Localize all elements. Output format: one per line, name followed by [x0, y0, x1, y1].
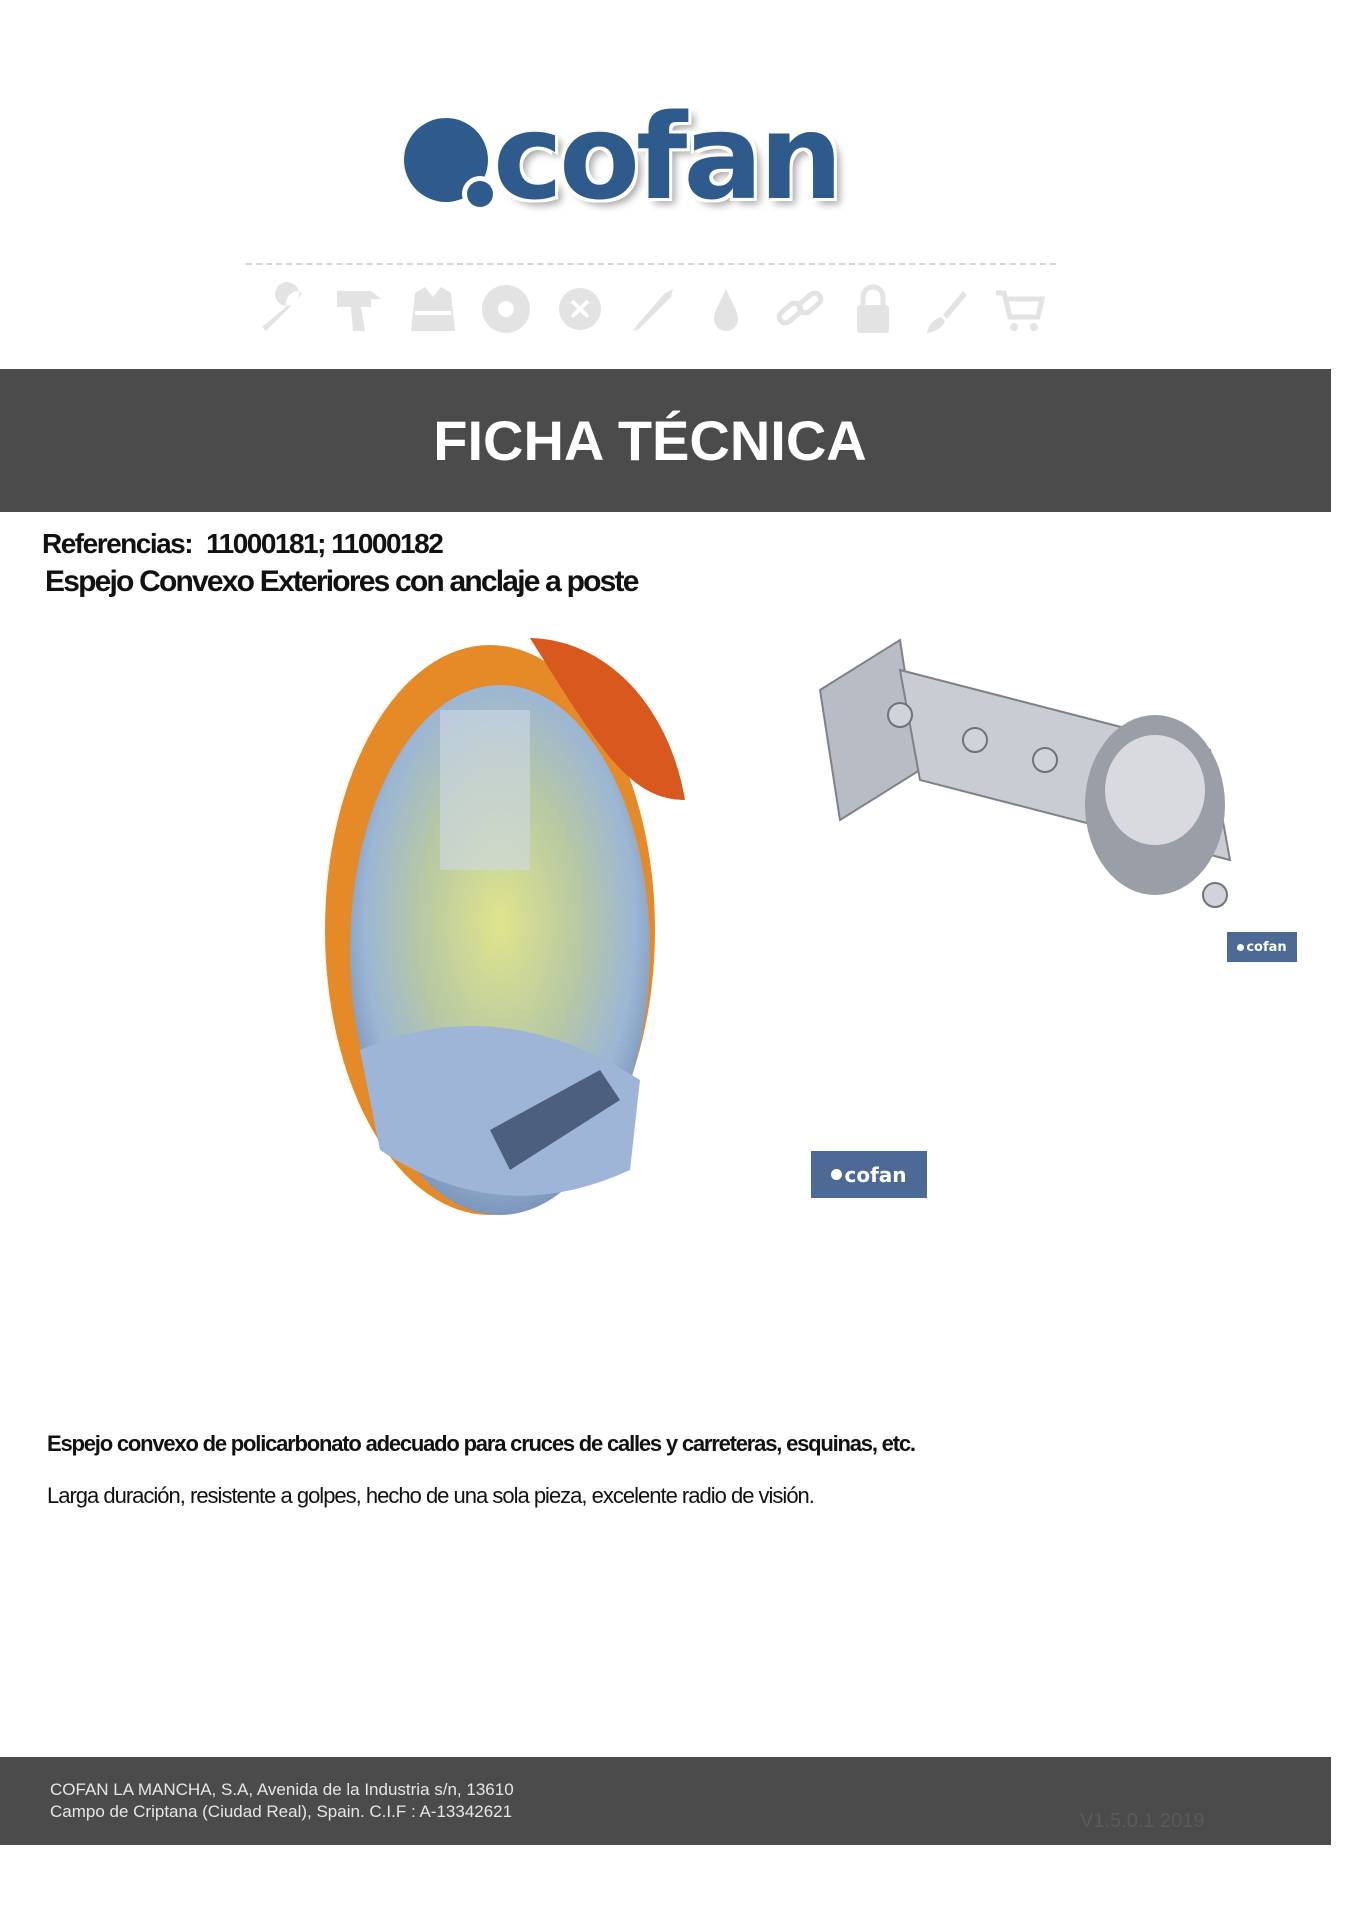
cofan-badge-small: [1227, 932, 1297, 962]
badge-dot-icon: [831, 1169, 842, 1180]
badge-dot-icon: [1237, 944, 1244, 951]
category-icon-row: [258, 281, 1048, 337]
description-line-2: Larga duración, resistente a golpes, hecho de una sola pieza, excelente radio de visión.: [47, 1483, 814, 1508]
badge-small-text: cofan: [1246, 939, 1287, 955]
page-title: FICHA TÉCNICA: [433, 409, 867, 472]
wrench-icon: [258, 281, 314, 337]
references-value: 11000181; 11000182: [206, 528, 443, 559]
padlock-icon: [845, 281, 901, 337]
pole-bracket-image: [810, 630, 1300, 950]
references-label: Referencias:: [42, 528, 193, 559]
spatula-icon: [625, 281, 681, 337]
cofan-badge-large: [811, 1151, 927, 1198]
saw-blade-icon: [478, 281, 534, 337]
cutting-disc-icon: [552, 281, 608, 337]
description-line-1: Espejo convexo de policarbonato adecuado para cruces de calles y carreteras, esquinas, etc.: [47, 1431, 915, 1456]
safety-vest-icon: [405, 281, 461, 337]
cart-icon: [992, 281, 1048, 337]
version-label: V1.5.0.1 2019: [1080, 1810, 1205, 1832]
cofan-logo: [388, 82, 888, 232]
badge-large-text: cofan: [844, 1162, 907, 1187]
cofan-logo-text: cofan: [493, 88, 839, 226]
footer-address-line-2: Campo de Criptana (Ciudad Real), Spain. C.I.F : A-13342621: [50, 1802, 513, 1821]
brush-icon: [919, 281, 975, 337]
drill-icon: [331, 281, 387, 337]
convex-mirror-image: [300, 630, 720, 1220]
drop-icon: [698, 281, 754, 337]
footer-address-line-1: COFAN LA MANCHA, S.A, Avenida de la Industria s/n, 13610: [50, 1780, 514, 1799]
references-line: [42, 528, 456, 560]
header-divider: [246, 263, 1056, 265]
chain-icon: [772, 281, 828, 337]
product-name: Espejo Convexo Exteriores con anclaje a poste: [45, 565, 638, 598]
